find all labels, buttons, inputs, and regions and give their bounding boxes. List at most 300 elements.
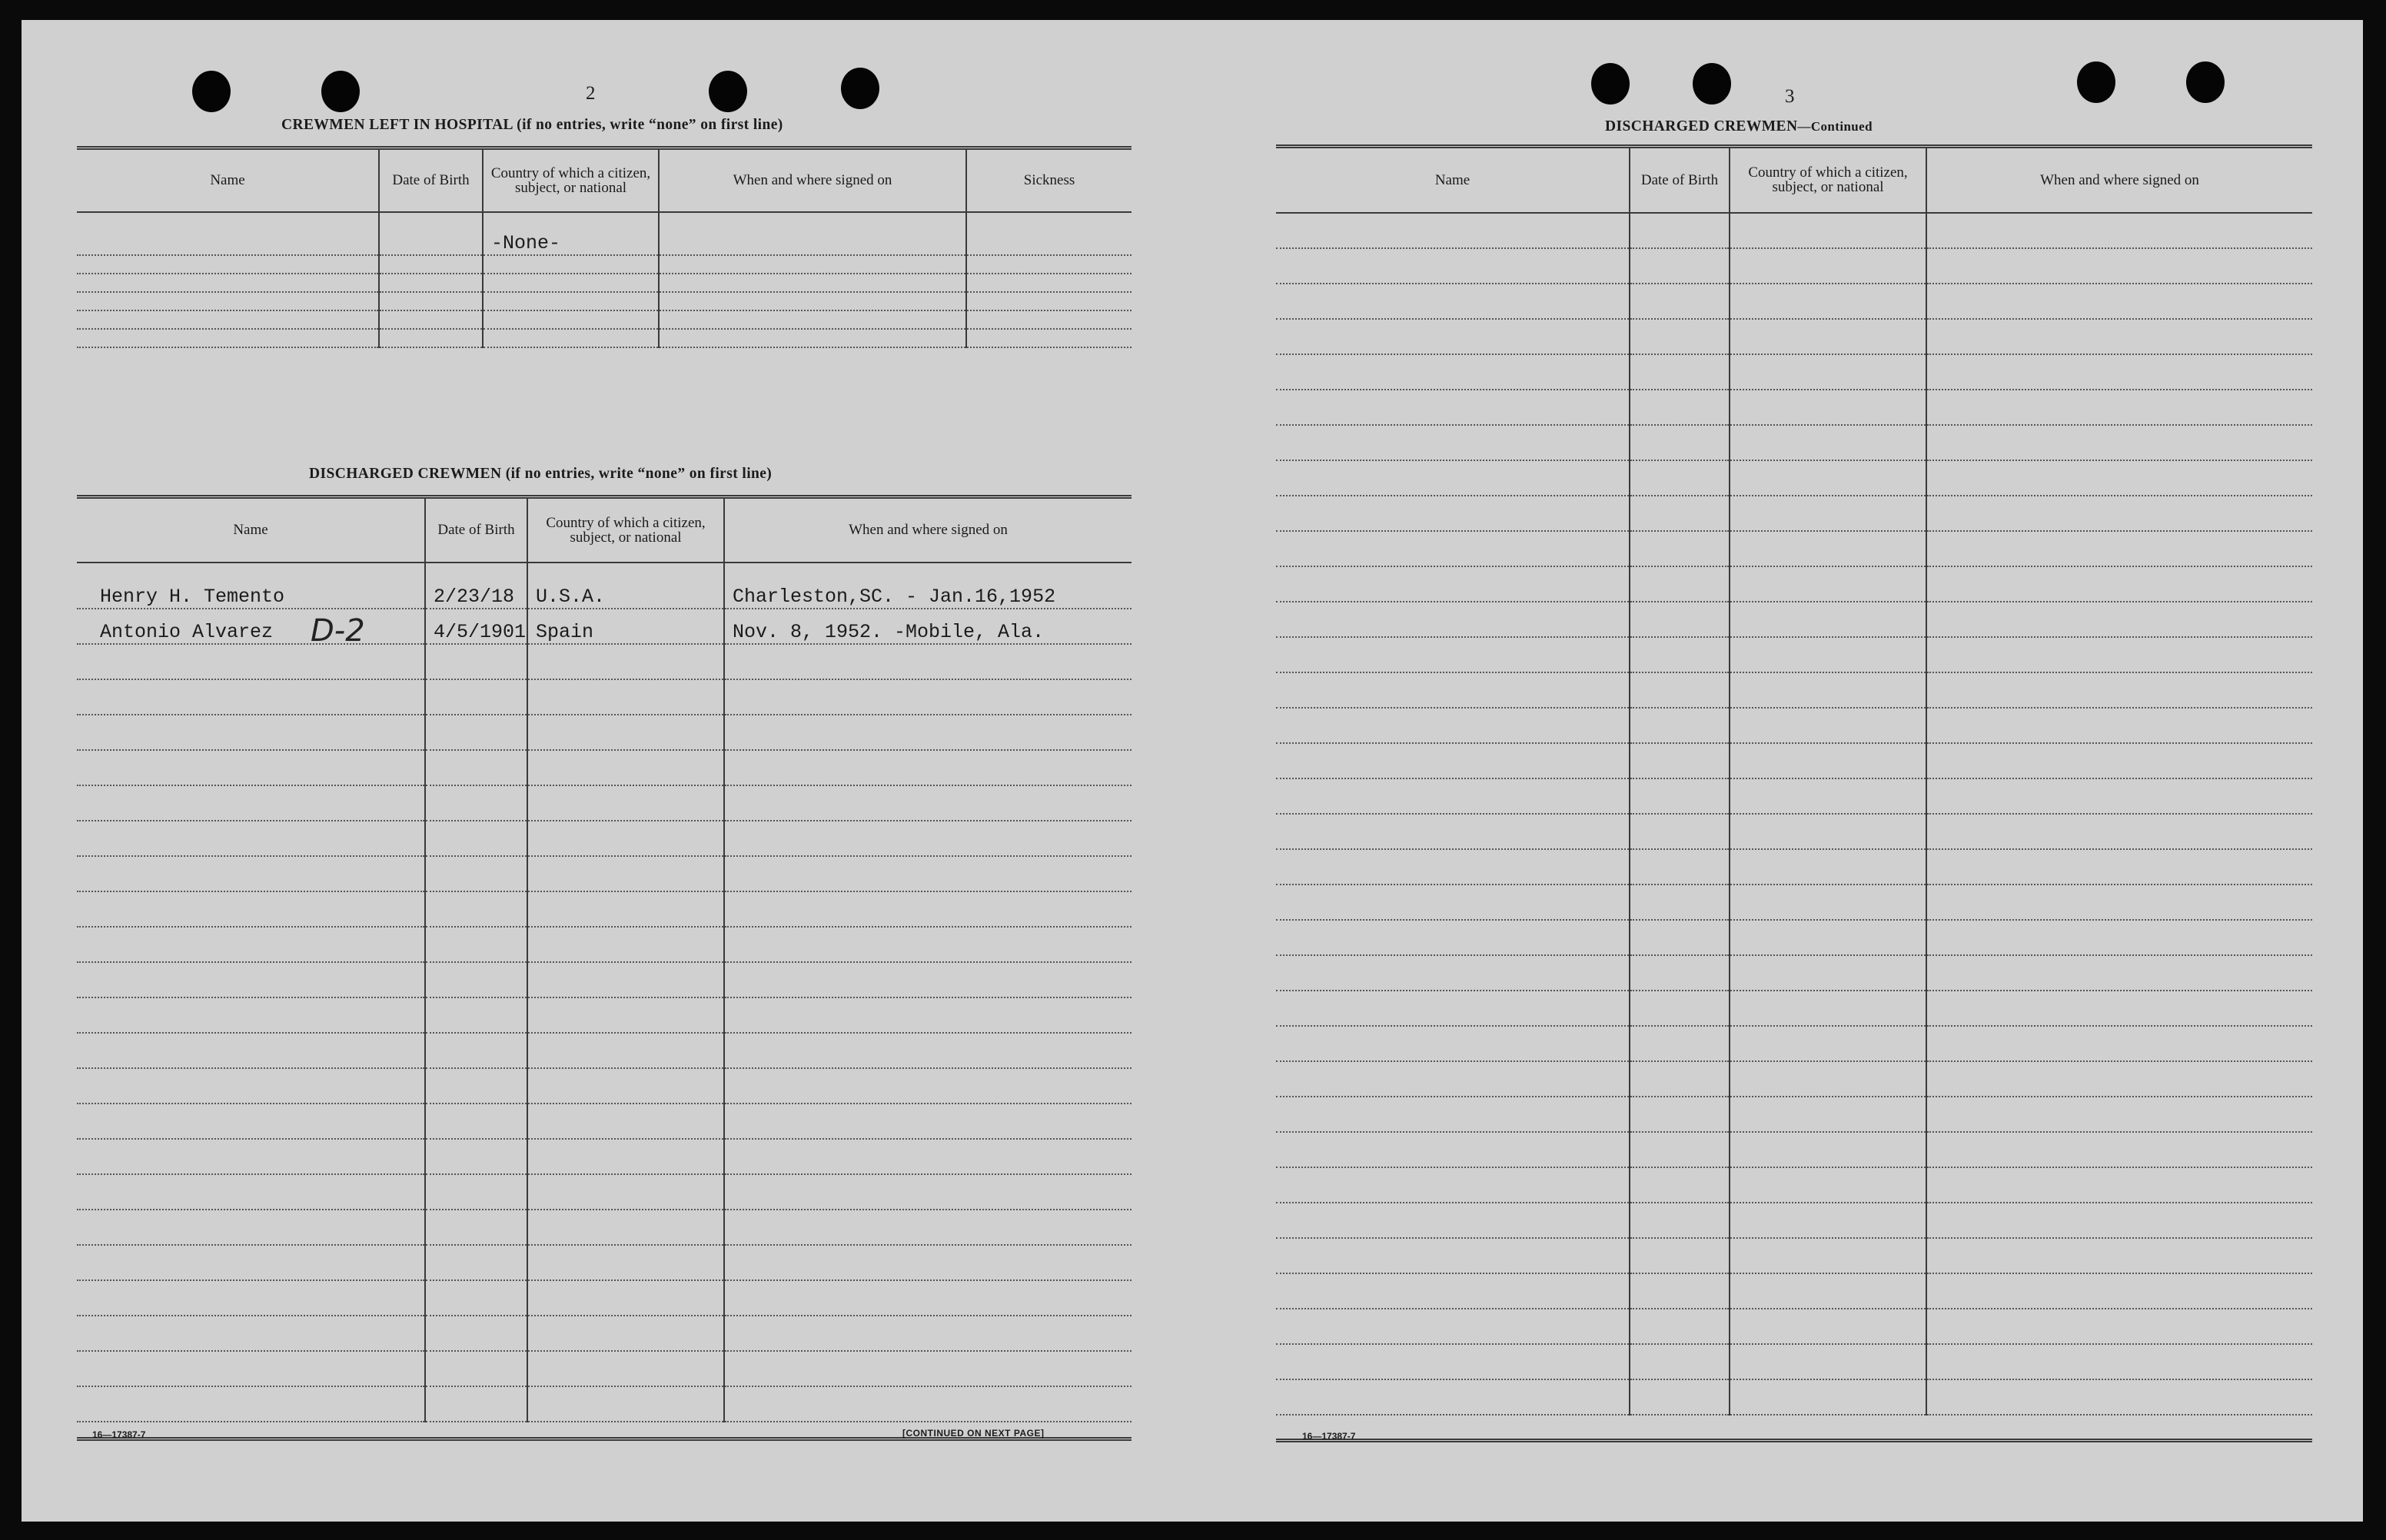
table-row: [77, 274, 1132, 292]
name-cell: [1276, 885, 1630, 920]
punch-hole: [2186, 61, 2225, 103]
table-row: [77, 1033, 1132, 1068]
signed-cell: [1926, 319, 2312, 354]
country-cell: [1730, 1132, 1926, 1167]
name-cell: [1276, 531, 1630, 566]
signed-cell: [724, 962, 1132, 997]
signed-cell: [1926, 460, 2312, 496]
signed-cell: [724, 750, 1132, 785]
table-row: [1276, 248, 2312, 284]
table-row: [1276, 672, 2312, 708]
table-row: [1276, 814, 2312, 849]
country-cell: U.S.A.: [527, 563, 724, 609]
name-cell: [77, 1068, 425, 1104]
signed-cell: [1926, 284, 2312, 319]
col-header-signed: When and where signed on: [724, 497, 1132, 563]
country-cell: [527, 1386, 724, 1422]
table-row: [1276, 920, 2312, 955]
punch-hole: [841, 68, 879, 109]
country-cell: [527, 1316, 724, 1351]
name-cell: [77, 997, 425, 1033]
document-sheet: [22, 20, 2363, 1522]
hospital-section-title: [281, 117, 783, 134]
name-cell: [77, 1316, 425, 1351]
name-cell: [1276, 248, 1630, 284]
name-cell: [1276, 1309, 1630, 1344]
signed-cell: [1926, 1167, 2312, 1203]
country-cell: [1730, 531, 1926, 566]
signed-cell: Nov. 8, 1952. -Mobile, Ala.: [724, 609, 1132, 644]
signed-cell: [1926, 743, 2312, 778]
country-cell: [527, 750, 724, 785]
dob-cell: [1630, 778, 1730, 814]
table-row: [1276, 637, 2312, 672]
table-row: [77, 1351, 1132, 1386]
table-row: [1276, 531, 2312, 566]
signed-cell: [1926, 213, 2312, 248]
signed-cell: [724, 644, 1132, 679]
signed-cell: [1926, 1097, 2312, 1132]
country-cell: [527, 891, 724, 927]
name-cell: [1276, 1273, 1630, 1309]
table-row: [77, 856, 1132, 891]
table-row: [1276, 319, 2312, 354]
country-cell: [1730, 248, 1926, 284]
name-cell: [1276, 778, 1630, 814]
signed-cell: Charleston,SC. - Jan.16,1952: [724, 563, 1132, 609]
name-cell: [1276, 1097, 1630, 1132]
table-row: [1276, 1167, 2312, 1203]
dob-cell: [425, 1210, 527, 1245]
country-cell: [483, 255, 659, 274]
dob-cell: [1630, 814, 1730, 849]
signed-cell: [724, 1139, 1132, 1174]
country-cell: [1730, 354, 1926, 390]
table-row: [1276, 1309, 2312, 1344]
dob-cell: [425, 997, 527, 1033]
table-row: [77, 750, 1132, 785]
name-cell: [1276, 1238, 1630, 1273]
col-header-name: Name: [77, 148, 379, 212]
punch-hole: [321, 71, 360, 112]
country-cell: [483, 292, 659, 310]
country-cell: [1730, 814, 1926, 849]
country-cell: [527, 1210, 724, 1245]
name-cell: [77, 644, 425, 679]
dob-cell: [425, 715, 527, 750]
table-row: [77, 679, 1132, 715]
col-header-country: Country of which a citizen, subject, or national: [527, 497, 724, 563]
dob-cell: [1630, 1379, 1730, 1415]
dob-cell: [425, 1316, 527, 1351]
country-cell: [1730, 708, 1926, 743]
col-header-dob: Date of Birth: [425, 497, 527, 563]
country-cell: [527, 997, 724, 1033]
name-cell: [1276, 1203, 1630, 1238]
col-header-dob: Date of Birth: [1630, 147, 1730, 213]
table-row: [77, 785, 1132, 821]
sickness-cell: [966, 255, 1132, 274]
country-cell: [483, 329, 659, 347]
signed-cell: [1926, 885, 2312, 920]
dob-cell: [425, 1033, 527, 1068]
discharged-section-title: [309, 466, 772, 483]
table-row: [77, 1174, 1132, 1210]
punch-hole: [709, 71, 747, 112]
dob-cell: [1630, 248, 1730, 284]
signed-cell: [724, 821, 1132, 856]
table-row: [77, 962, 1132, 997]
country-cell: [1730, 885, 1926, 920]
country-cell: [527, 715, 724, 750]
handwritten-mark: D-2: [311, 613, 365, 649]
name-cell: [1276, 213, 1630, 248]
dob-cell: [1630, 672, 1730, 708]
signed-cell: [659, 329, 966, 347]
dob-cell: [1630, 425, 1730, 460]
signed-cell: [724, 891, 1132, 927]
table-row: [1276, 1238, 2312, 1273]
signed-cell: [724, 1386, 1132, 1422]
signed-cell: [659, 310, 966, 329]
name-cell: [1276, 814, 1630, 849]
country-cell: [527, 1174, 724, 1210]
punch-hole: [1591, 63, 1630, 105]
dob-cell: [425, 856, 527, 891]
dob-cell: [1630, 213, 1730, 248]
country-cell: [1730, 425, 1926, 460]
country-cell: [1730, 566, 1926, 602]
country-cell: [1730, 213, 1926, 248]
dob-cell: [1630, 1167, 1730, 1203]
country-cell: [527, 785, 724, 821]
signed-cell: [1926, 849, 2312, 885]
table-row: [1276, 1061, 2312, 1097]
signed-cell: [724, 785, 1132, 821]
name-cell: [77, 927, 425, 962]
name-cell: [77, 255, 379, 274]
dob-cell: [1630, 1273, 1730, 1309]
dob-cell: [425, 785, 527, 821]
left-page: [22, 20, 1175, 1522]
table-row: [77, 1386, 1132, 1422]
signed-cell: [1926, 496, 2312, 531]
country-cell: [1730, 1379, 1926, 1415]
dob-cell: [1630, 708, 1730, 743]
table-row: [1276, 1344, 2312, 1379]
country-cell: [527, 927, 724, 962]
country-cell: [1730, 1238, 1926, 1273]
country-cell: [1730, 284, 1926, 319]
signed-cell: [1926, 566, 2312, 602]
signed-cell: [724, 1316, 1132, 1351]
signed-cell: [1926, 814, 2312, 849]
signed-cell: [724, 1033, 1132, 1068]
dob-cell: [1630, 1238, 1730, 1273]
sickness-cell: [966, 292, 1132, 310]
signed-cell: [1926, 248, 2312, 284]
table-row: [77, 563, 1132, 609]
signed-cell: [1926, 1203, 2312, 1238]
dob-cell: [1630, 920, 1730, 955]
country-cell: [527, 856, 724, 891]
name-cell: [77, 292, 379, 310]
name-cell: [77, 329, 379, 347]
dob-cell: [1630, 885, 1730, 920]
signed-cell: [1926, 354, 2312, 390]
col-header-dob: Date of Birth: [379, 148, 483, 212]
table-row: [1276, 1097, 2312, 1132]
name-cell: [1276, 991, 1630, 1026]
signed-cell: [1926, 531, 2312, 566]
table-row: [1276, 1132, 2312, 1167]
dob-cell: [1630, 460, 1730, 496]
name-cell: [77, 1139, 425, 1174]
signed-cell: [724, 856, 1132, 891]
name-cell: [77, 1351, 425, 1386]
table-row: [1276, 885, 2312, 920]
table-row: [1276, 213, 2312, 248]
table-row: [77, 715, 1132, 750]
table-row: [77, 1068, 1132, 1104]
signed-cell: [724, 679, 1132, 715]
country-cell: [1730, 1026, 1926, 1061]
form-code: 16—17387-7: [1302, 1431, 1356, 1442]
country-cell: [1730, 1061, 1926, 1097]
dob-cell: [1630, 284, 1730, 319]
dob-cell: [425, 1280, 527, 1316]
hospital-title-note: (if no entries, write “none” on first line): [517, 117, 783, 133]
dob-cell: [379, 310, 483, 329]
dob-cell: [1630, 390, 1730, 425]
table-row: [77, 821, 1132, 856]
signed-cell: [724, 1245, 1132, 1280]
country-cell: [1730, 496, 1926, 531]
col-header-country: Country of which a citizen, subject, or national: [1730, 147, 1926, 213]
name-cell: [77, 310, 379, 329]
dob-cell: 2/23/18: [425, 563, 527, 609]
table-row: [77, 1280, 1132, 1316]
continued-title-suffix: —Continued: [1797, 119, 1873, 134]
col-header-signed: When and where signed on: [1926, 147, 2312, 213]
dob-cell: [425, 1386, 527, 1422]
dob-cell: [1630, 1097, 1730, 1132]
name-cell: [1276, 1061, 1630, 1097]
hospital-table: [77, 146, 1132, 348]
table-row: [77, 891, 1132, 927]
signed-cell: [724, 715, 1132, 750]
name-cell: [77, 821, 425, 856]
table-row: [77, 997, 1132, 1033]
country-cell: [527, 1068, 724, 1104]
name-cell: [1276, 955, 1630, 991]
name-cell: [77, 856, 425, 891]
country-cell: [527, 962, 724, 997]
signed-cell: [1926, 1132, 2312, 1167]
dob-cell: [1630, 496, 1730, 531]
table-row: [1276, 778, 2312, 814]
table-row: [1276, 1273, 2312, 1309]
punch-hole: [1693, 63, 1731, 105]
table-row: [77, 609, 1132, 644]
country-cell: [1730, 849, 1926, 885]
page-number: 3: [1785, 86, 1795, 107]
country-cell: [1730, 1309, 1926, 1344]
name-cell: [77, 1280, 425, 1316]
col-header-signed: When and where signed on: [659, 148, 966, 212]
dob-cell: [425, 891, 527, 927]
signed-cell: [1926, 1309, 2312, 1344]
country-cell: [1730, 1097, 1926, 1132]
signed-cell: [1926, 991, 2312, 1026]
table-row: [77, 1210, 1132, 1245]
name-cell: [1276, 1379, 1630, 1415]
signed-cell: [724, 1174, 1132, 1210]
dob-cell: [1630, 849, 1730, 885]
country-cell: [527, 679, 724, 715]
sickness-cell: [966, 310, 1132, 329]
signed-cell: [1926, 708, 2312, 743]
country-cell: [1730, 743, 1926, 778]
dob-cell: [1630, 955, 1730, 991]
dob-cell: [379, 292, 483, 310]
dob-cell: [379, 274, 483, 292]
table-row: [1276, 849, 2312, 885]
table-row: [1276, 1026, 2312, 1061]
signed-cell: [659, 212, 966, 255]
signed-cell: [659, 255, 966, 274]
dob-cell: [1630, 566, 1730, 602]
table-row: [77, 255, 1132, 274]
signed-cell: [1926, 1273, 2312, 1309]
continued-note: [CONTINUED ON NEXT PAGE]: [902, 1428, 1045, 1439]
name-cell: [1276, 1167, 1630, 1203]
table-row: [77, 329, 1132, 347]
table-row: [77, 927, 1132, 962]
dob-cell: [425, 1245, 527, 1280]
table-row: [77, 292, 1132, 310]
table-row: [77, 1139, 1132, 1174]
dob-cell: [1630, 1061, 1730, 1097]
table-row: [77, 1245, 1132, 1280]
dob-cell: [425, 927, 527, 962]
table-row: [1276, 708, 2312, 743]
dob-cell: [379, 212, 483, 255]
name-cell: [1276, 672, 1630, 708]
signed-cell: [1926, 425, 2312, 460]
country-cell: [527, 1139, 724, 1174]
name-cell: [77, 750, 425, 785]
discharged-continued-table: [1276, 144, 2312, 1416]
country-cell: [1730, 672, 1926, 708]
name-cell: [1276, 637, 1630, 672]
signed-cell: [724, 1068, 1132, 1104]
name-cell: [1276, 354, 1630, 390]
right-page: [1205, 20, 2363, 1522]
table-row: [1276, 1379, 2312, 1415]
country-cell: [527, 821, 724, 856]
hospital-title-text: CREWMEN LEFT IN HOSPITAL: [281, 117, 513, 133]
country-cell: [527, 1351, 724, 1386]
country-cell: [483, 310, 659, 329]
continued-title-text: DISCHARGED CREWMEN: [1605, 118, 1798, 134]
signed-cell: [1926, 1061, 2312, 1097]
name-cell: [1276, 319, 1630, 354]
table-row: [77, 644, 1132, 679]
country-cell: [527, 1280, 724, 1316]
name-cell: [1276, 460, 1630, 496]
signed-cell: [1926, 778, 2312, 814]
country-cell: [1730, 1273, 1926, 1309]
country-cell: [1730, 778, 1926, 814]
name-cell: [1276, 1026, 1630, 1061]
dob-cell: [425, 750, 527, 785]
name-cell: [1276, 390, 1630, 425]
signed-cell: [1926, 1026, 2312, 1061]
signed-cell: [1926, 1379, 2312, 1415]
name-cell: [77, 1245, 425, 1280]
signed-cell: [1926, 637, 2312, 672]
table-row: [1276, 284, 2312, 319]
country-cell: [1730, 602, 1926, 637]
name-cell: [77, 274, 379, 292]
name-cell: [77, 785, 425, 821]
dob-cell: [425, 1139, 527, 1174]
signed-cell: [724, 1104, 1132, 1139]
name-cell: [1276, 708, 1630, 743]
dob-cell: 4/5/1901: [425, 609, 527, 644]
country-cell: [1730, 390, 1926, 425]
signed-cell: [724, 1210, 1132, 1245]
country-cell: [527, 1033, 724, 1068]
name-cell: [1276, 496, 1630, 531]
signed-cell: [1926, 1344, 2312, 1379]
dob-cell: [379, 255, 483, 274]
country-cell: [1730, 637, 1926, 672]
discharged-title-text: DISCHARGED CREWMEN: [309, 466, 502, 482]
signed-cell: [1926, 955, 2312, 991]
country-cell: [527, 1104, 724, 1139]
name-cell: [1276, 425, 1630, 460]
signed-cell: [1926, 602, 2312, 637]
signed-cell: [1926, 920, 2312, 955]
name-cell: [77, 1174, 425, 1210]
signed-cell: [1926, 1238, 2312, 1273]
dob-cell: [1630, 602, 1730, 637]
name-cell: [1276, 849, 1630, 885]
table-row: [1276, 602, 2312, 637]
punch-hole: [192, 71, 231, 112]
table-row: [1276, 743, 2312, 778]
dob-cell: [425, 644, 527, 679]
table-row: [1276, 390, 2312, 425]
dob-cell: [1630, 1344, 1730, 1379]
dob-cell: [1630, 991, 1730, 1026]
dob-cell: [425, 1351, 527, 1386]
dob-cell: [1630, 1203, 1730, 1238]
name-cell: [1276, 920, 1630, 955]
dob-cell: [1630, 743, 1730, 778]
country-cell: [1730, 460, 1926, 496]
country-cell: [1730, 1167, 1926, 1203]
sickness-cell: [966, 212, 1132, 255]
table-row: [1276, 460, 2312, 496]
form-code: 16—17387-7: [92, 1429, 146, 1440]
name-cell: [77, 679, 425, 715]
discharged-title-note: (if no entries, write “none” on first line): [505, 466, 773, 482]
country-cell: [1730, 1344, 1926, 1379]
country-cell: [1730, 319, 1926, 354]
